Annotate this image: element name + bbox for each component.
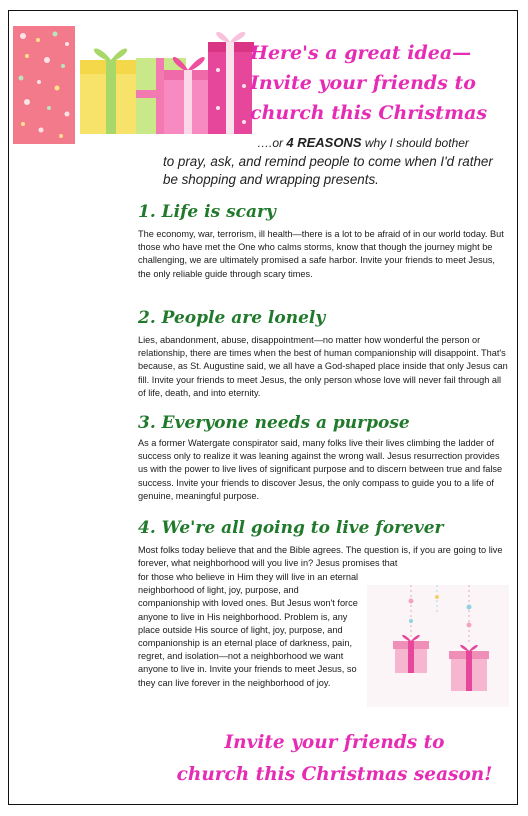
section-3-title: 3. Everyone needs a purpose (138, 413, 410, 433)
closing-line-1: Invite your friends to (224, 732, 445, 753)
subhead-suffix: why I should bother (364, 136, 469, 150)
subhead-line-2: to pray, ask, and remind people to come when I'd rather be shopping and wrapping presents. (163, 154, 493, 187)
section-2-title: 2. People are lonely (138, 308, 326, 328)
closing-call-to-action (162, 727, 507, 791)
section-3-body: As a former Watergate conspirator said, many folks live their lives climbing the ladder of success only to realize it was leaning against the wrong wall. Jesus resurrection provides us with the power to live lives of significant purpose and to discern between true and false success. Invite your friends to discover Jesus, the only compass to guide you to a life of genuine, meaningful purpose. (138, 438, 503, 501)
headline-line-3: church this Christmas (250, 102, 488, 124)
section-2-body: Lies, abandonment, abuse, disappointment—no matter how wonderful the person or relationship, there are times when the best of human companionship will disappoint. That's because, as St. Augustine said, we all have a God-shaped place inside that only Jesus can fill. Invite your friends to meet Jesus, the only person whose love will never fail through all of life, death, and into eternity. (138, 335, 508, 398)
section-4-title: 4. We're all going to live forever (138, 518, 444, 538)
gift-boxes-illustration (76, 30, 256, 138)
headline (250, 38, 510, 128)
subhead-emphasis: 4 REASONS (286, 135, 362, 150)
section-1-body: The economy, war, terrorism, ill health—there is a lot to be afraid of in our world today. But those who have met the One who calms storms, know that though the journey might be challenging, we are ultimately promised a safe harbor. Invite your friends to meet Jesus, the only reliable guide through scary times. (138, 229, 504, 279)
hanging-gifts-image (367, 585, 509, 707)
headline-line-1: Here's a great idea— (250, 42, 472, 64)
closing-line-2: church this Christmas season! (176, 764, 493, 785)
subhead-prefix: ….or (257, 136, 284, 150)
pink-dotted-strip (13, 26, 75, 144)
section-1-title: 1. Life is scary (138, 202, 276, 222)
section-4-lead: Most folks today believe that and the Bible agrees. The question is, if you are going to live forever, what neighborhood will you live in? Jesus promises that (138, 545, 503, 569)
headline-line-2: Invite your friends to (250, 72, 476, 94)
section-4-body: for those who believe in Him they will live in an eternal neighborhood of light, joy, purpose, and companionship with loved ones. But Jesus won't force anyone to live in His neighborhood. Problem is, any place outside His source of light, joy, purpose, and companionship is an eternal place of darkness, pain, regret, and isolation—not a neighborhood we want anyone to live in. Invite your friends to meet Jesus, so they can live forever in the neighborhood of joy. (138, 572, 359, 688)
subhead-line-1 (257, 135, 517, 150)
